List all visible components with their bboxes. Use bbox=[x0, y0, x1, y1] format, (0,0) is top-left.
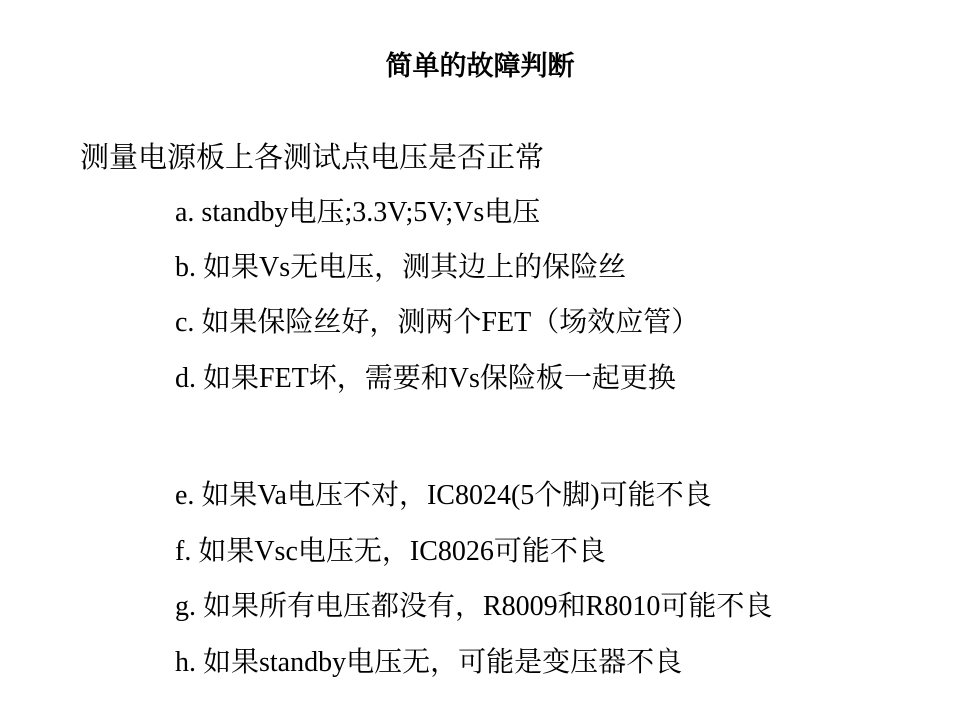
list-item: e. 如果Va电压不对，IC8024(5个脚)可能不良 bbox=[175, 480, 712, 511]
section-heading: 测量电源板上各测试点电压是否正常 bbox=[80, 142, 545, 174]
list-item: b. 如果Vs无电压，测其边上的保险丝 bbox=[175, 252, 627, 283]
list-item: h. 如果standby电压无，可能是变压器不良 bbox=[175, 647, 683, 678]
list-item: f. 如果Vsc电压无，IC8026可能不良 bbox=[175, 536, 606, 567]
list-item: g. 如果所有电压都没有，R8009和R8010可能不良 bbox=[175, 591, 773, 622]
list-item: c. 如果保险丝好，测两个FET（场效应管） bbox=[175, 307, 700, 338]
list-item: a. standby电压;3.3V;5V;Vs电压 bbox=[175, 197, 541, 228]
list-item: d. 如果FET坏，需要和Vs保险板一起更换 bbox=[175, 363, 676, 394]
slide-title: 简单的故障判断 bbox=[385, 51, 575, 81]
